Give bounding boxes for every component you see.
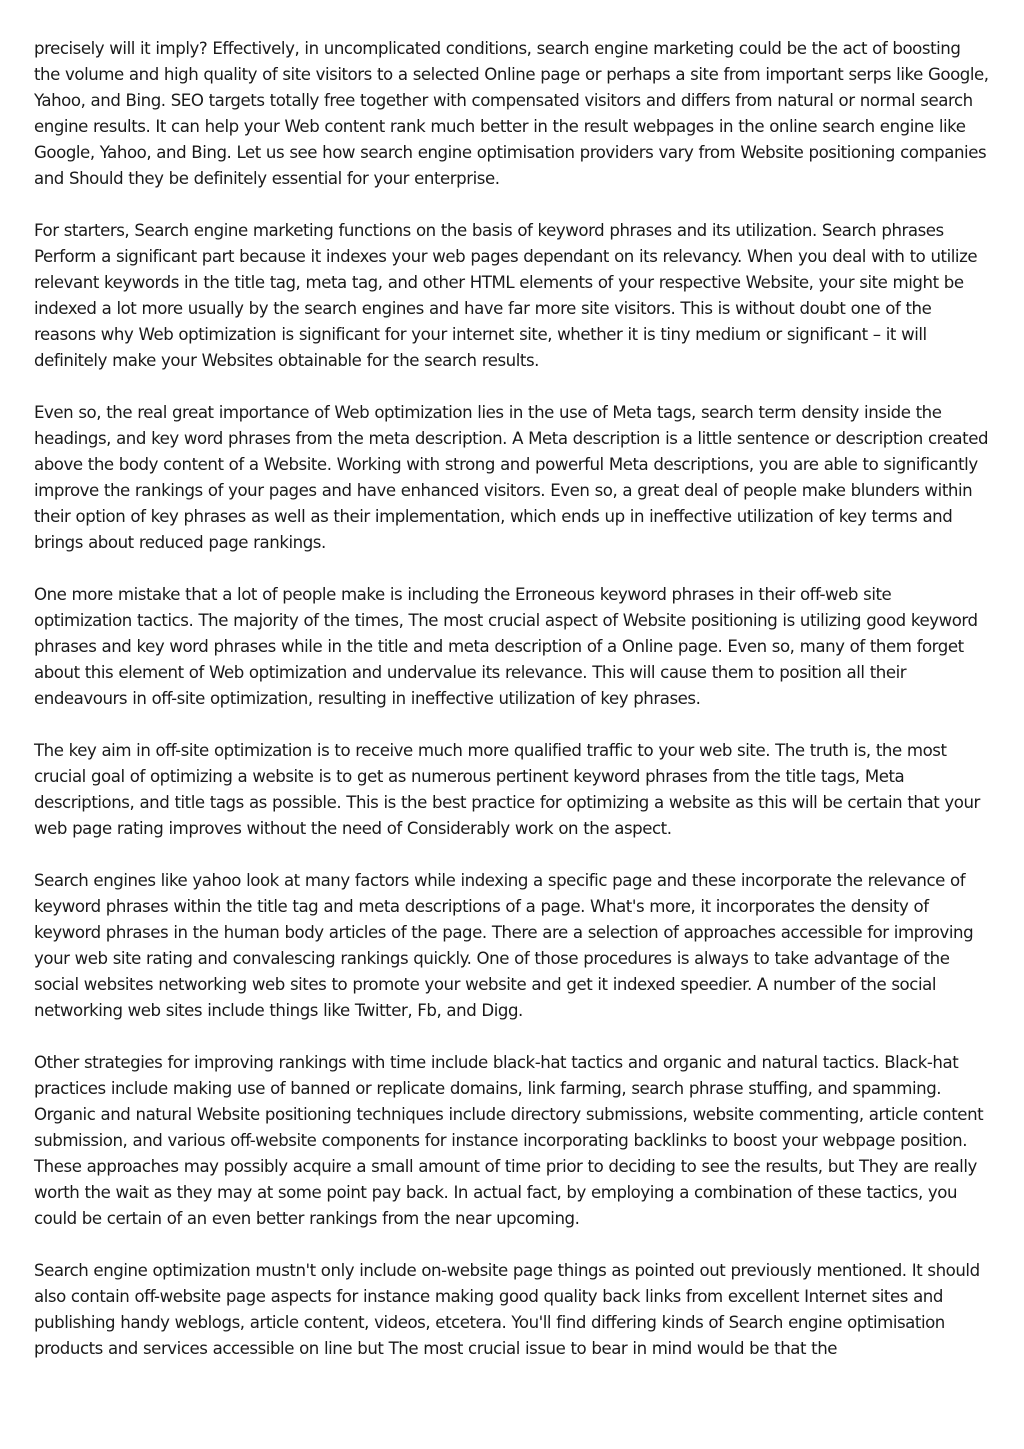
paragraph-5: The key aim in off-site optimization is to receive much more qualified traffic to your web site. The truth is, the most crucial goal of optimizing a website is to get as numerous pertinent keyword phrases from the title tags, Meta descriptions, and title tags as possible. This is the best practice for optimizing a website as this will be certain that your web page rating improves without the need of Considerably work on the aspect. — [34, 741, 980, 838]
document-body — [34, 36, 990, 1388]
paragraph-7: Other strategies for improving rankings with time include black-hat tactics and organic and natural tactics. Black-hat practices include making use of banned or replicate domains, link farming, search phrase stuffing, and spamming. Organic and natural Website positioning techniques include directory submissions, website commenting, article content submission, and various off-website components for instance incorporating backlinks to boost your webpage position. These approaches may possibly acquire a small amount of time prior to deciding to see the results, but They are really worth the wait as they may at some point pay back. In actual fact, by employing a combination of these tactics, you could be certain of an even better rankings from the near upcoming. — [34, 1053, 984, 1228]
paragraph-2: For starters, Search engine marketing functions on the basis of keyword phrases and its utilization. Search phrases Perform a significant part because it indexes your web pages dependant on its relevancy. When you deal with to utilize relevant keywords in the title tag, meta tag, and other HTML elements of your respective Website, your site might be indexed a lot more usually by the search engines and have far more site visitors. This is without doubt one of the reasons why Web optimization is significant for your internet site, whether it is tiny medium or significant – it will definitely make your Websites obtainable for the search results. — [34, 221, 978, 370]
paragraph-1: precisely will it imply? Effectively, in uncomplicated conditions, search engine marketing could be the act of boosting the volume and high quality of site visitors to a selected Online page or perhaps a site from important serps like Google, Yahoo, and Bing. SEO targets totally free together with compensated visitors and differs from natural or normal search engine results. It can help your Web content rank much better in the result webpages in the online search engine like Google, Yahoo, and Bing. Let us see how search engine optimisation providers vary from Website positioning companies and Should they be definitely essential for your enterprise. — [34, 39, 989, 188]
paragraph-3: Even so, the real great importance of Web optimization lies in the use of Meta tags, search term density inside the headings, and key word phrases from the meta description. A Meta description is a little sentence or description created above the body content of a Website. Working with strong and powerful Meta descriptions, you are able to significantly improve the rankings of your pages and have enhanced visitors. Even so, a great deal of people make blunders within their option of key phrases as well as their implementation, which ends up in ineffective utilization of key terms and brings about reduced page rankings. — [34, 403, 989, 552]
paragraph-6: Search engines like yahoo look at many factors while indexing a specific page and these incorporate the relevance of keyword phrases within the title tag and meta descriptions of a page. What's more, it incorporates the density of keyword phrases in the human body articles of the page. There are a selection of approaches accessible for improving your web site rating and convalescing rankings quickly. One of those procedures is always to take advantage of the social websites networking web sites to promote your website and get it indexed speedier. A number of the social networking web sites include things like Twitter, Fb, and Digg. — [34, 871, 974, 1020]
paragraph-4: One more mistake that a lot of people make is including the Erroneous keyword phrases in their off-web site optimization tactics. The majority of the times, The most crucial aspect of Website positioning is utilizing good keyword phrases and key word phrases while in the title and meta description of a Online page. Even so, many of them forget about this element of Web optimization and undervalue its relevance. This will cause them to position all their endeavours in off-site optimization, resulting in ineffective utilization of key phrases. — [34, 585, 978, 708]
paragraph-8: Search engine optimization mustn't only include on-website page things as pointed out previously mentioned. It should also contain off-website page aspects for instance making good quality back links from excellent Internet sites and publishing handy weblogs, article content, videos, etcetera. You'll find differing kinds of Search engine optimisation products and services accessible on line but The most crucial issue to bear in mind would be that the — [34, 1261, 980, 1358]
